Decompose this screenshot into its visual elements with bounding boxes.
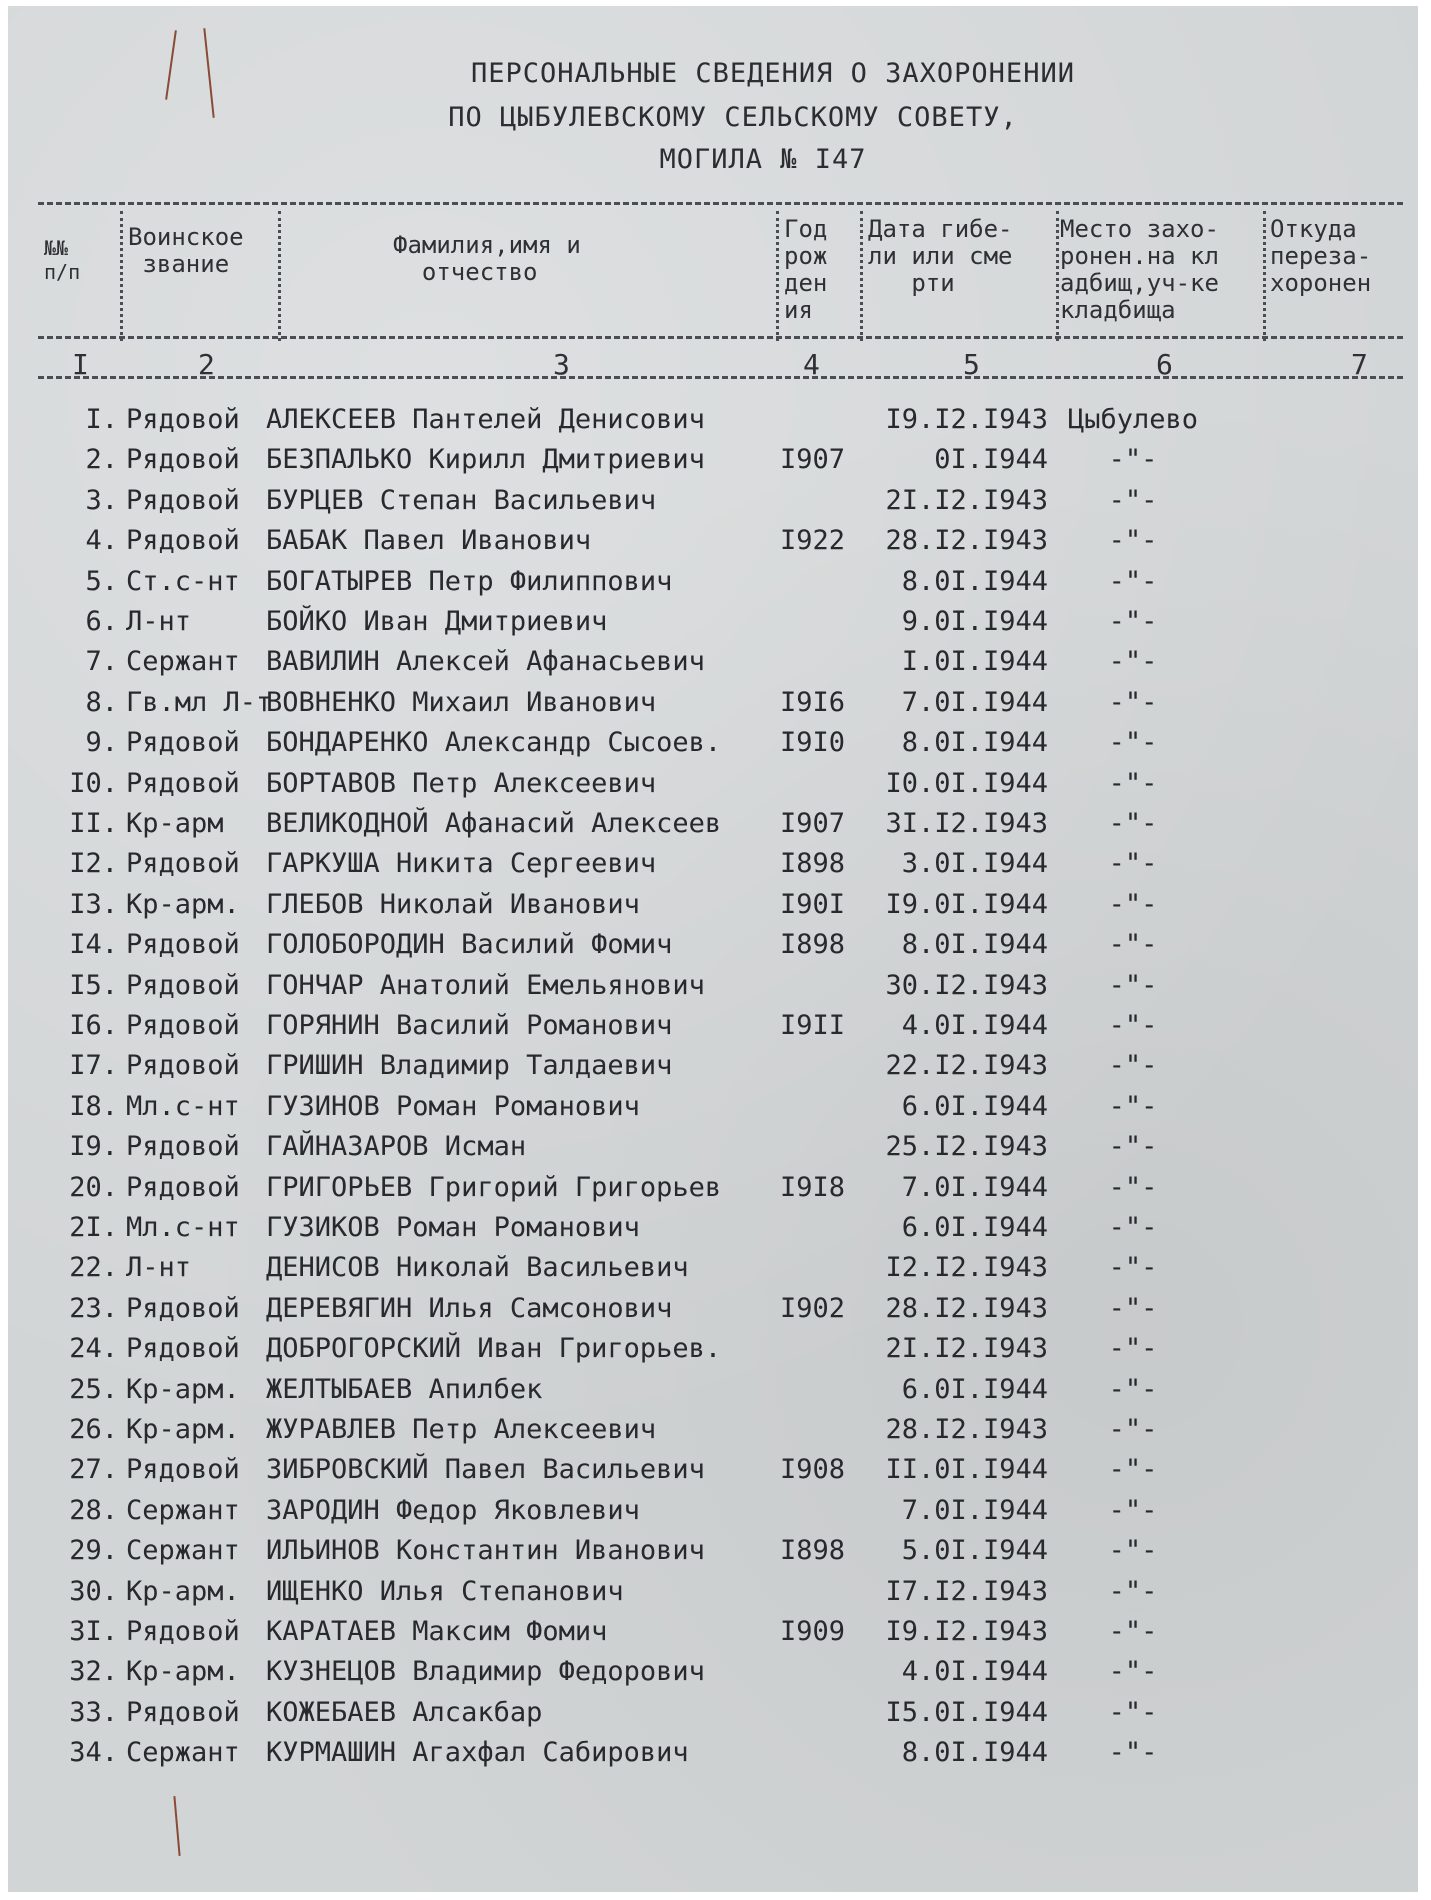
column-separator [278,211,281,341]
row-death-date: 28.I2.I943 [885,1414,1048,1445]
header-burial-place: Место захо- ронен.на кл адбищ,уч-ке кладбища [1060,215,1219,324]
table-row [8,1495,1418,1535]
row-number: 9. [85,727,118,759]
table-row [8,1131,1418,1171]
row-full-name: БОРТАВОВ Петр Алексеевич [266,767,657,799]
row-rank: Рядовой [126,727,240,759]
row-burial-place: -"- [1108,525,1158,557]
row-burial-place: -"- [1108,1535,1158,1567]
row-full-name: ДЕРЕВЯГИН Илья Самсонович [266,1292,673,1324]
row-death-date: 8.0I.I944 [901,1737,1048,1769]
row-full-name: БОГАТЫРЕВ Петр Филиппович [266,565,673,597]
row-rank: Рядовой [126,767,240,799]
row-death-date: 5.0I.I944 [901,1535,1048,1567]
row-number: 26. [69,1414,118,1445]
row-rank: Гв.мл Л-т [126,686,273,718]
row-burial-place: -"- [1108,484,1158,516]
row-full-name: КУРМАШИН Агахфал Сабирович [266,1737,689,1769]
table-row [8,1697,1418,1737]
row-burial-place: -"- [1108,1010,1158,1041]
row-full-name: БЕЗПАЛЬКО Кирилл Дмитриевич [266,444,705,476]
table-row [8,768,1418,808]
table-row [8,727,1418,767]
header-middle-rule [38,336,1403,339]
row-rank: Сержант [126,1737,240,1769]
row-number: 34. [69,1737,118,1769]
row-rank: Рядовой [126,1454,240,1486]
row-burial-place: -"- [1108,848,1158,880]
row-burial-place: -"- [1108,727,1158,759]
row-full-name: ДОБРОГОРСКИЙ Иван Григорьев. [266,1333,722,1365]
row-death-date: 6.0I.I944 [901,1090,1048,1122]
row-burial-place: -"- [1108,969,1158,1001]
table-row [8,1454,1418,1494]
row-rank: Кр-арм [126,808,224,839]
row-full-name: ЖЕЛТЫБАЕВ Апилбек [266,1373,543,1405]
row-death-date: 3.0I.I944 [901,848,1048,880]
table-row [8,1535,1418,1575]
table-row [8,646,1418,686]
row-death-date: I0.0I.I944 [885,767,1048,799]
row-number: I4. [69,929,118,961]
header-full-name: Фамилия,имя и отчество [393,231,581,286]
row-number: 20. [69,1171,118,1203]
row-burial-place: -"- [1108,888,1158,920]
row-number: 25. [69,1373,118,1405]
row-full-name: ВЕЛИКОДНОЙ Афанасий Алексеев [266,808,722,839]
row-rank: Мл.с-нт [126,1212,240,1243]
row-burial-place: -"- [1108,1656,1158,1688]
row-number: 4. [85,525,118,557]
row-full-name: ГЛЕБОВ Николай Иванович [266,888,640,920]
row-burial-place: -"- [1108,1414,1158,1445]
row-full-name: ЗАРОДИН Федор Яковлевич [266,1494,640,1526]
row-full-name: БУРЦЕВ Степан Васильевич [266,484,657,516]
column-separator [776,211,779,341]
row-number: I2. [69,848,118,880]
header-rank: Воинское звание [128,223,244,278]
row-full-name: ЖУРАВЛЕВ Петр Алексеевич [266,1414,657,1445]
row-burial-place: -"- [1108,1131,1158,1163]
header-bottom-rule [38,376,1403,379]
row-birth-year: I898 [780,929,846,961]
row-number: 3I. [69,1616,118,1647]
row-full-name: ИЛЬИНОВ Константин Иванович [266,1535,705,1567]
row-burial-place: -"- [1108,444,1158,476]
table-row [8,1050,1418,1090]
row-death-date: 3I.I2.I943 [885,808,1048,839]
row-birth-year: I902 [780,1292,846,1324]
row-number: 27. [69,1454,118,1486]
row-number: I5. [69,969,118,1001]
document-title-line-3: МОГИЛА № I47 [659,144,867,175]
row-number: 23. [69,1292,118,1324]
row-full-name: БОЙКО Иван Дмитриевич [266,606,608,637]
row-full-name: ВОВНЕНКО Михаил Иванович [266,686,657,718]
table-row [8,970,1418,1010]
row-rank: Рядовой [126,1292,240,1324]
row-rank: Кр-арм. [126,1414,240,1445]
row-rank: Л-нт [126,606,192,637]
row-rank: Рядовой [126,404,240,435]
row-number: 30. [69,1575,118,1607]
column-number-5: 5 [963,348,980,381]
table-row [8,444,1418,484]
row-number: I6. [69,1010,118,1041]
row-death-date: 30.I2.I943 [885,969,1048,1001]
row-number: 2I. [69,1212,118,1243]
row-full-name: ГОРЯНИН Василий Романович [266,1010,673,1041]
row-rank: Сержант [126,1494,240,1526]
row-rank: Рядовой [126,969,240,1001]
row-burial-place: Цыбулево [1067,404,1199,435]
row-number: 8. [85,686,118,718]
row-burial-place: -"- [1108,1575,1158,1607]
row-burial-place: -"- [1108,686,1158,718]
row-full-name: БОНДАРЕНКО Александр Сысоев. [266,727,722,759]
row-death-date: 4.0I.I944 [901,1010,1048,1041]
row-rank: Мл.с-нт [126,1090,240,1122]
table-row [8,1737,1418,1777]
row-rank: Рядовой [126,1616,240,1647]
column-separator [1263,211,1266,341]
row-death-date: I9.I2.I943 [885,1616,1048,1647]
row-number: 32. [69,1656,118,1688]
document-title-line-1: ПЕРСОНАЛЬНЫЕ СВЕДЕНИЯ О ЗАХОРОНЕНИИ [471,58,1075,89]
header-reburied-from: Откуда переза- хоронен [1270,215,1372,297]
row-birth-year: I907 [780,808,846,839]
row-full-name: КОЖЕБАЕВ Алсакбар [266,1696,543,1728]
row-death-date: 7.0I.I944 [901,1494,1048,1526]
row-death-date: 22.I2.I943 [885,1050,1048,1082]
row-rank: Рядовой [126,1171,240,1203]
row-burial-place: -"- [1108,1171,1158,1203]
row-full-name: ГОНЧАР Анатолий Емельянович [266,969,705,1001]
column-separator [1056,211,1059,341]
table-row [8,848,1418,888]
row-full-name: ГАЙНАЗАРОВ Исман [266,1131,527,1163]
row-full-name: ГАРКУША Никита Сергеевич [266,848,657,880]
row-rank: Рядовой [126,929,240,961]
row-number: I8. [69,1090,118,1122]
row-death-date: 28.I2.I943 [885,525,1048,557]
row-number: I7. [69,1050,118,1082]
row-rank: Рядовой [126,1333,240,1365]
row-death-date: I9.0I.I944 [885,888,1048,920]
table-row [8,1252,1418,1292]
row-full-name: ЗИБРОВСКИЙ Павел Васильевич [266,1454,705,1486]
row-full-name: КАРАТАЕВ Максим Фомич [266,1616,608,1647]
row-rank: Рядовой [126,1010,240,1041]
table-row [8,1414,1418,1454]
row-death-date: 8.0I.I944 [901,565,1048,597]
table-row [8,1212,1418,1252]
row-rank: Ст.с-нт [126,565,240,597]
table-row [8,404,1418,444]
row-birth-year: I9I8 [780,1171,846,1203]
row-rank: Рядовой [126,1050,240,1082]
table-row [8,1374,1418,1414]
table-row [8,1010,1418,1050]
row-full-name: ВАВИЛИН Алексей Афанасьевич [266,646,705,678]
table-row [8,808,1418,848]
row-death-date: 28.I2.I943 [885,1292,1048,1324]
row-rank: Рядовой [126,1131,240,1163]
table-row [8,1333,1418,1373]
row-number: I9. [69,1131,118,1163]
column-number-4: 4 [803,348,820,381]
column-number-3: 3 [553,348,570,381]
row-number: 33. [69,1696,118,1728]
row-death-date: I.0I.I944 [901,646,1048,678]
table-row [8,566,1418,606]
row-death-date: I7.I2.I943 [885,1575,1048,1607]
row-full-name: АЛЕКСЕЕВ Пантелей Денисович [266,404,705,435]
row-number: I. [85,404,118,435]
row-number: 3. [85,484,118,516]
row-burial-place: -"- [1108,1333,1158,1365]
row-number: 2. [85,444,118,476]
row-burial-place: -"- [1108,1050,1158,1082]
row-rank: Рядовой [126,525,240,557]
row-rank: Рядовой [126,848,240,880]
row-death-date: I9.I2.I943 [885,404,1048,435]
row-number: 28. [69,1494,118,1526]
table-row [8,1293,1418,1333]
row-rank: Л-нт [126,1252,192,1284]
row-full-name: ИЩЕНКО Илья Степанович [266,1575,624,1607]
row-death-date: 9.0I.I944 [901,606,1048,637]
row-birth-year: I9I6 [780,686,846,718]
row-number: 7. [85,646,118,678]
row-number: I3. [69,888,118,920]
column-separator [120,211,123,341]
row-birth-year: I898 [780,848,846,880]
row-death-date: 7.0I.I944 [901,1171,1048,1203]
row-number: 22. [69,1252,118,1284]
row-rank: Сержант [126,646,240,678]
row-rank: Рядовой [126,444,240,476]
row-death-date: 6.0I.I944 [901,1212,1048,1243]
row-birth-year: I9I0 [780,727,846,759]
row-burial-place: -"- [1108,1252,1158,1284]
row-burial-place: -"- [1108,1494,1158,1526]
row-number: II. [69,808,118,839]
column-separator [860,211,863,341]
row-death-date: 6.0I.I944 [901,1373,1048,1405]
column-number-1: I [72,348,89,381]
table-row [8,1616,1418,1656]
row-number: 5. [85,565,118,597]
row-death-date: 2I.I2.I943 [885,484,1048,516]
column-number-7: 7 [1351,348,1368,381]
row-burial-place: -"- [1108,1616,1158,1647]
row-number: I0. [69,767,118,799]
table-row [8,1576,1418,1616]
header-death-date: Дата гибе- ли или сме рти [868,215,1013,297]
row-full-name: ГРИШИН Владимир Талдаевич [266,1050,673,1082]
row-full-name: БАБАК Павел Иванович [266,525,592,557]
pen-mark [173,1796,180,1856]
row-burial-place: -"- [1108,1090,1158,1122]
table-row [8,606,1418,646]
table-row [8,687,1418,727]
header-birth-year: Год рож ден ия [784,215,828,324]
row-full-name: ГОЛОБОРОДИН Василий Фомич [266,929,673,961]
row-death-date: 2I.I2.I943 [885,1333,1048,1365]
table-row [8,889,1418,929]
row-full-name: КУЗНЕЦОВ Владимир Федорович [266,1656,705,1688]
row-burial-place: -"- [1108,767,1158,799]
row-rank: Кр-арм. [126,1575,240,1607]
row-death-date: 4.0I.I944 [901,1656,1048,1688]
row-birth-year: I907 [780,444,846,476]
row-birth-year: I9II [780,1010,846,1041]
row-full-name: ГРИГОРЬЕВ Григорий Григорьев [266,1171,722,1203]
row-death-date: 0I.I944 [934,444,1048,476]
row-burial-place: -"- [1108,929,1158,961]
row-death-date: 8.0I.I944 [901,929,1048,961]
row-burial-place: -"- [1108,646,1158,678]
row-burial-place: -"- [1108,1373,1158,1405]
row-burial-place: -"- [1108,1737,1158,1769]
row-death-date: I5.0I.I944 [885,1696,1048,1728]
row-burial-place: -"- [1108,1292,1158,1324]
table-row [8,929,1418,969]
row-birth-year: I922 [780,525,846,557]
row-death-date: 8.0I.I944 [901,727,1048,759]
column-number-6: 6 [1156,348,1173,381]
row-burial-place: -"- [1108,1212,1158,1243]
row-rank: Кр-арм. [126,1656,240,1688]
row-burial-place: -"- [1108,606,1158,637]
table-row [8,1172,1418,1212]
row-number: 29. [69,1535,118,1567]
row-birth-year: I898 [780,1535,846,1567]
row-burial-place: -"- [1108,1454,1158,1486]
column-number-2: 2 [198,348,215,381]
row-rank: Рядовой [126,484,240,516]
row-burial-place: -"- [1108,565,1158,597]
row-rank: Кр-арм. [126,888,240,920]
row-death-date: 25.I2.I943 [885,1131,1048,1163]
header-top-rule [38,202,1403,205]
table-row [8,1091,1418,1131]
table-row [8,525,1418,565]
row-full-name: ДЕНИСОВ Николай Васильевич [266,1252,689,1284]
row-death-date: 7.0I.I944 [901,686,1048,718]
row-burial-place: -"- [1108,808,1158,839]
table-row [8,1656,1418,1696]
row-full-name: ГУЗИКОВ Роман Романович [266,1212,640,1243]
row-death-date: II.0I.I944 [885,1454,1048,1486]
row-burial-place: -"- [1108,1696,1158,1728]
table-row [8,485,1418,525]
document-sheet [8,6,1418,1892]
row-birth-year: I90I [780,888,846,920]
row-rank: Кр-арм. [126,1373,240,1405]
row-rank: Сержант [126,1535,240,1567]
row-birth-year: I909 [780,1616,846,1647]
row-number: 24. [69,1333,118,1365]
row-rank: Рядовой [126,1696,240,1728]
document-title-line-2: ПО ЦЫБУЛЕВСКОМУ СЕЛЬСКОМУ СОВЕТУ, [448,102,1018,133]
row-number: 6. [85,606,118,637]
header-number: №№ п/п [44,236,81,284]
row-birth-year: I908 [780,1454,846,1486]
row-full-name: ГУЗИНОВ Роман Романович [266,1090,640,1122]
row-death-date: I2.I2.I943 [885,1252,1048,1284]
